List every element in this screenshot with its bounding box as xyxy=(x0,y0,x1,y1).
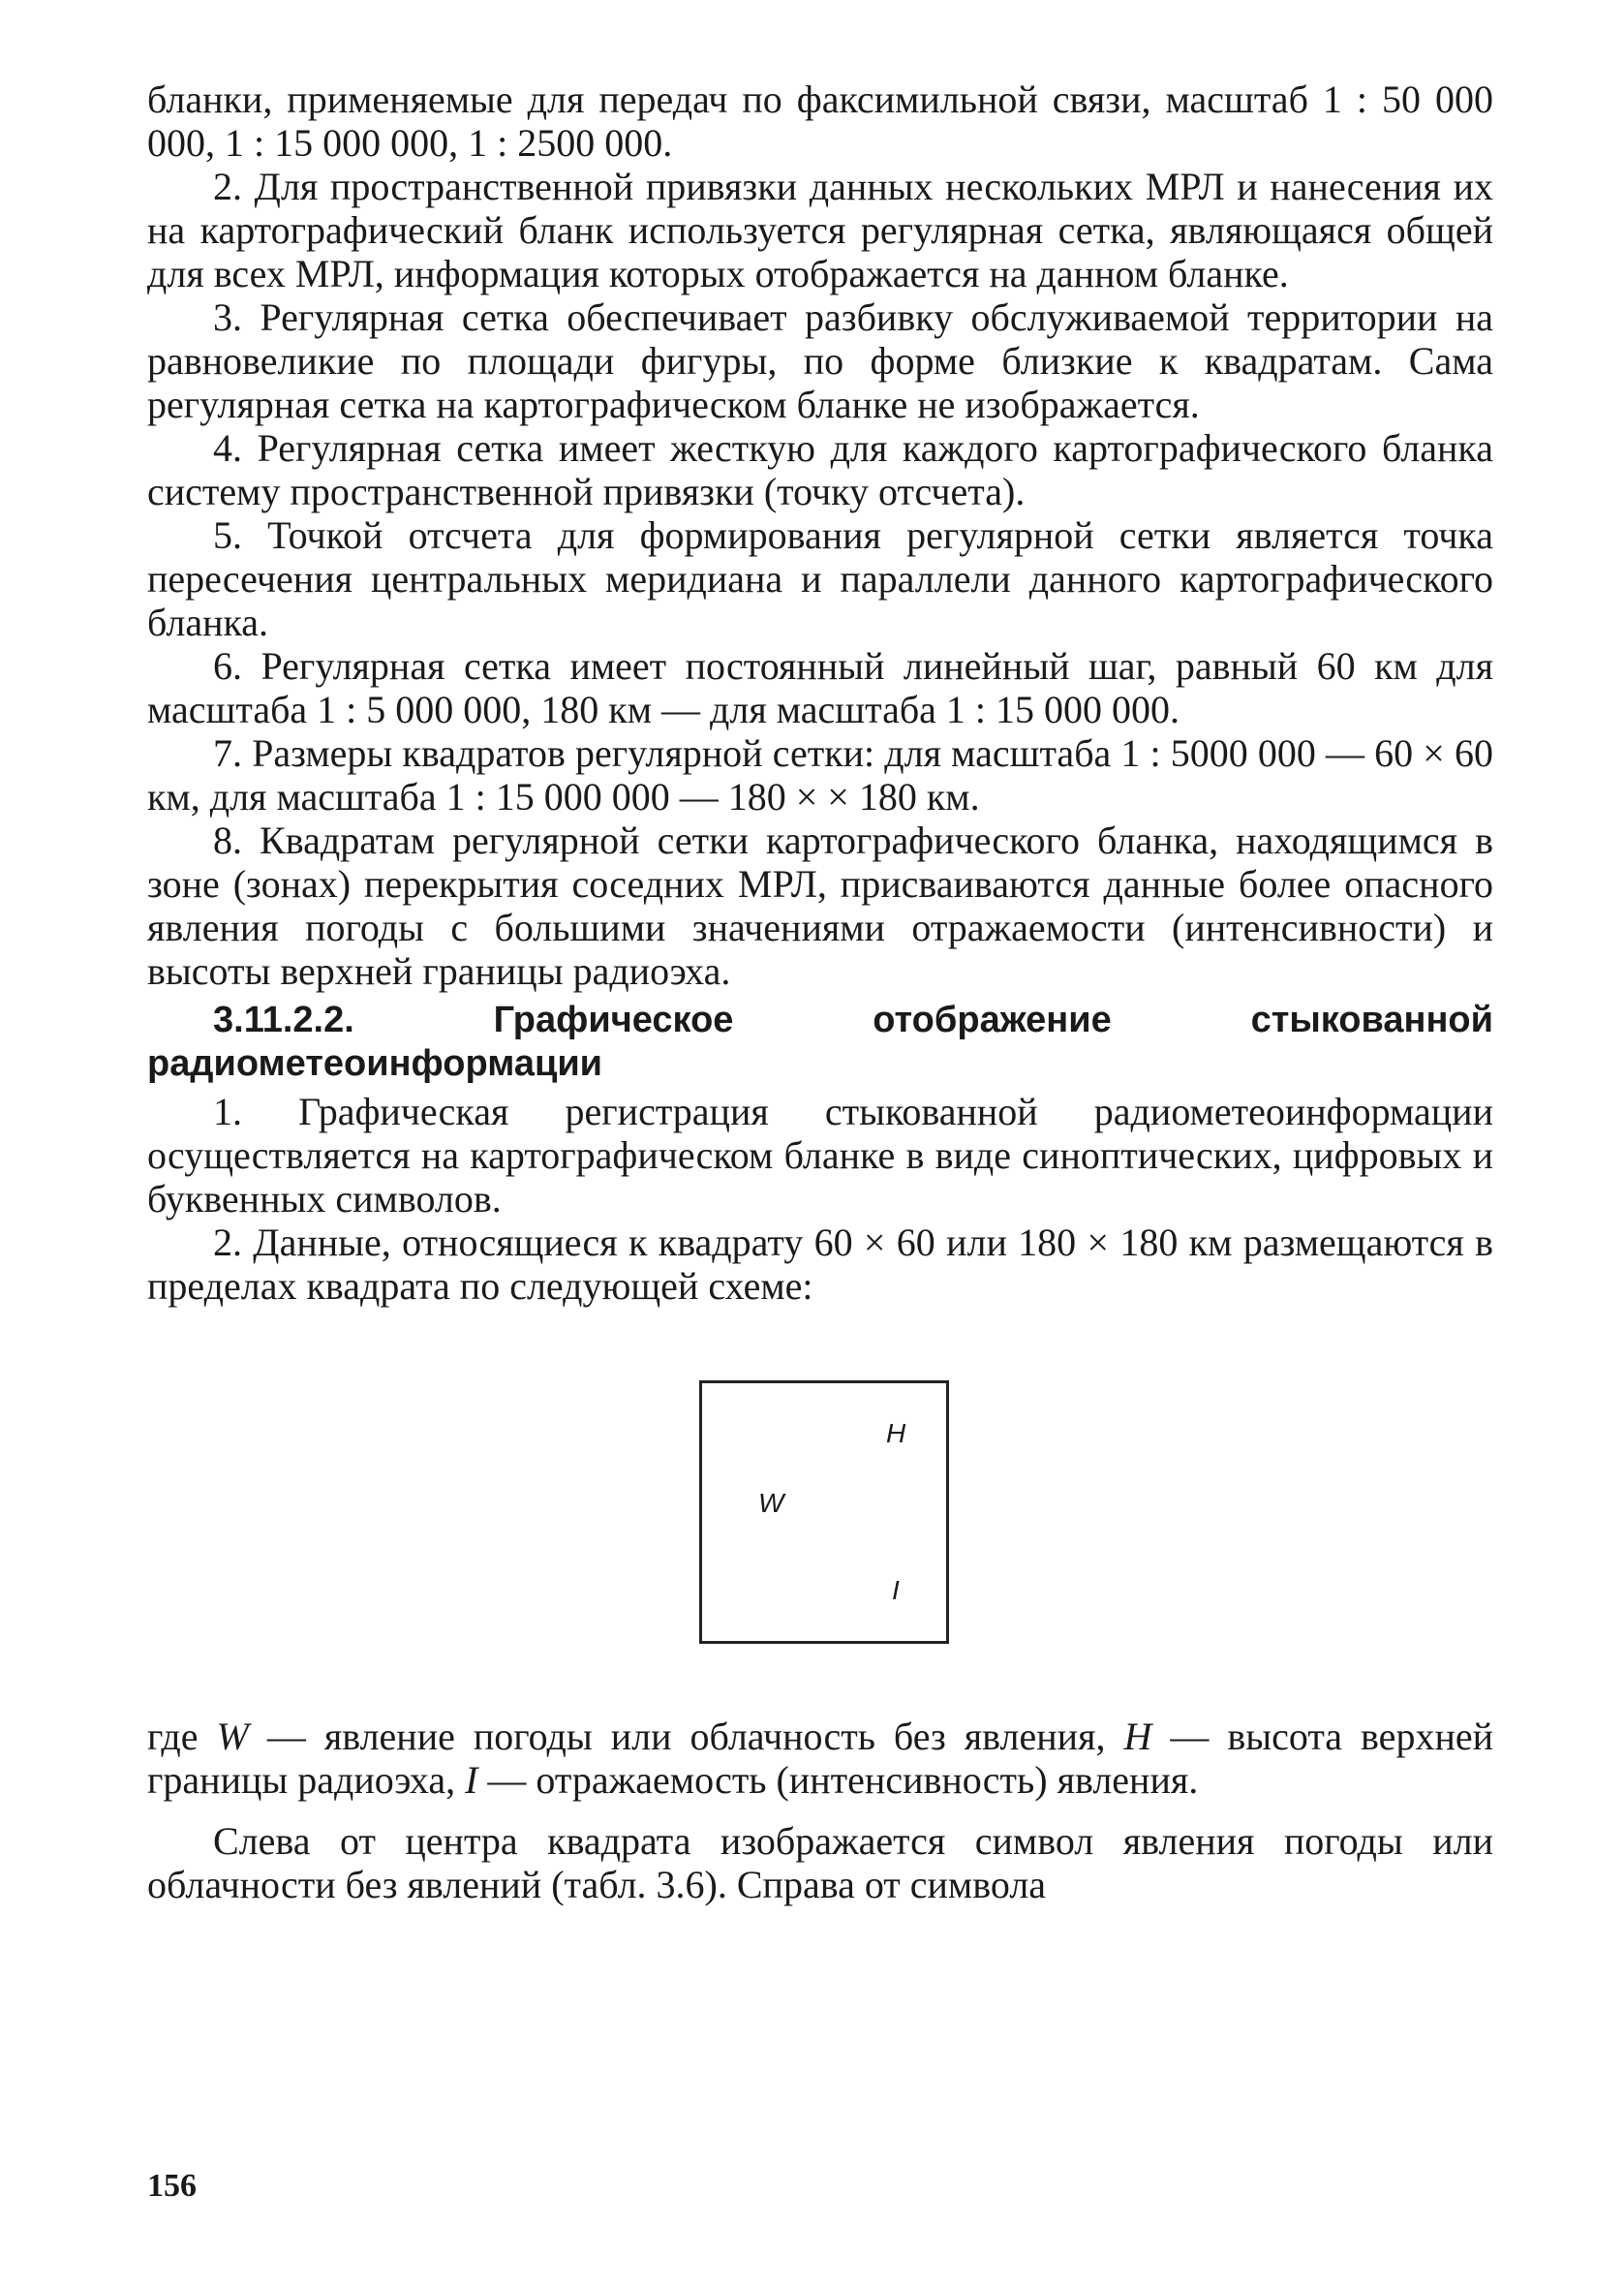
legend-text-i: — отражаемость (интенсивность) явления. xyxy=(477,1758,1199,1802)
square-scheme-area xyxy=(147,1308,1493,1715)
paragraph-item-8: 8. Квадратам регулярной сетки картографического бланка, находящимся в зоне (зонах) перекрытия соседних МРЛ, присваиваются данные более опасного явления погоды с большими значениями отражаемости (интенсивности) и высоты верхней границы радиоэха. xyxy=(147,819,1493,993)
paragraph-final: Слева от центра квадрата изображается символ явления погоды или облачности без явлений (табл. 3.6). Справа от символа xyxy=(147,1819,1493,1906)
diagram-label-w: W xyxy=(758,1488,784,1518)
paragraph-item-5: 5. Точкой отсчета для формирования регулярной сетки является точка пересечения центральных меридиана и параллели данного картографического бланка. xyxy=(147,513,1493,644)
diagram-label-i: I xyxy=(892,1575,900,1605)
paragraph-item-2: 2. Для пространственной привязки данных нескольких МРЛ и нанесения их на картографический бланк используется регулярная сетка, являющаяся общей для всех МРЛ, информация которых отображается на данном бланке. xyxy=(147,165,1493,295)
legend-text-h: — высота верхней границы радиоэха, xyxy=(147,1715,1494,1802)
paragraph-continuation: бланки, применяемые для передач по факсимильной связи, масштаб 1 : 50 000 000, 1 : 15 000 000, 1 : 2500 000. xyxy=(147,77,1493,165)
diagram-label-h: H xyxy=(886,1418,906,1448)
legend-var-i: I xyxy=(465,1758,478,1802)
paragraph-item-3: 3. Регулярная сетка обеспечивает разбивку обслуживаемой территории на равновеликие по площади фигуры, по форме близкие к квадратам. Сама регулярная сетка на картографическом бланке не изображается. xyxy=(147,295,1493,426)
legend-text-w: — явление погоды или облачность без явления, xyxy=(248,1715,1124,1758)
paragraph-item-6: 6. Регулярная сетка имеет постоянный линейный шаг, равный 60 км для масштаба 1 : 5 000 000, 180 км — для масштаба 1 : 15 000 000. xyxy=(147,644,1493,731)
paragraph-section-2: 2. Данные, относящиеся к квадрату 60 × 60 или 180 × 180 км размещаются в пределах квадрата по следующей схеме: xyxy=(147,1221,1493,1308)
legend-var-h: H xyxy=(1123,1715,1152,1758)
paragraph-section-1: 1. Графическая регистрация стыкованной радиометеоинформации осуществляется на картографическом бланке в виде синоптических, цифровых и буквенных символов. xyxy=(147,1090,1493,1221)
legend-var-w: W xyxy=(216,1715,249,1758)
page-body xyxy=(147,77,1493,1906)
page-number: 156 xyxy=(147,2168,197,2204)
scheme-legend xyxy=(147,1715,1493,1802)
square-scheme-diagram xyxy=(699,1380,949,1644)
legend-prefix: где xyxy=(147,1715,217,1758)
paragraph-item-7: 7. Размеры квадратов регулярной сетки: для масштаба 1 : 5000 000 — 60 × 60 км, для масштаба 1 : 15 000 000 — 180 × × 180 км. xyxy=(147,731,1493,819)
section-heading: 3.11.2.2. Графическое отображение стыкованной радиометеоинформации xyxy=(147,1000,1493,1084)
paragraph-item-4: 4. Регулярная сетка имеет жесткую для каждого картографического бланка систему пространственной привязки (точку отсчета). xyxy=(147,426,1493,513)
